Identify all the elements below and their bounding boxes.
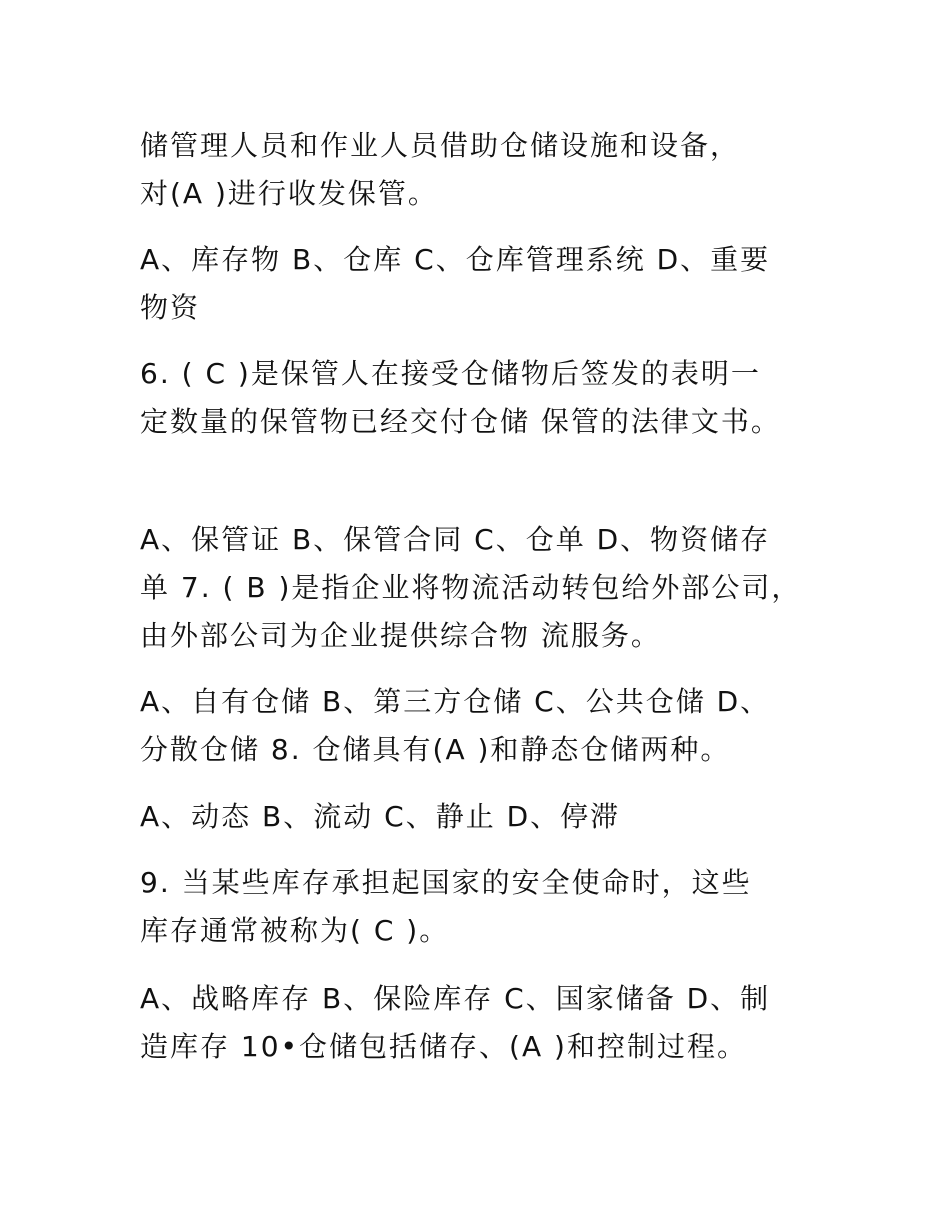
paragraph-question-6 [140,350,840,446]
text-line: 对(A )进行收发保管。 [140,177,438,210]
text-line: 物资 [140,291,201,324]
text-line: A、库存物 B、仓库 C、仓库管理系统 D、重要 [140,243,771,276]
text-line: 分散仓储 8. 仓储具有(A )和静态仓储两种。 [140,733,731,766]
text-line: A、保管证 B、保管合同 C、仓单 D、物资储存 [140,523,771,556]
text-line: 由外部公司为企业提供综合物 流服务。 [140,619,661,652]
paragraph-question-7-options-question-8 [140,678,840,774]
text-line: 单 7. ( B )是指企业将物流活动转包给外部公司， [140,571,802,604]
paragraph-question-8-options [140,793,840,841]
text-line: 库存通常被称为( C )。 [140,914,450,947]
paragraph-question-9-options-question-10 [140,975,840,1071]
paragraph-question-9 [140,859,840,955]
paragraph-question-5-continued [140,122,840,218]
text-line: A、动态 B、流动 C、静止 D、停滞 [140,800,621,833]
text-line: 造库存 10•仓储包括储存、(A )和控制过程。 [140,1030,747,1063]
text-line: A、战略库存 B、保险库存 C、国家储备 D、制 [140,982,771,1015]
text-line: 6. ( C )是保管人在接受仓储物后签发的表明一 [140,357,761,390]
text-line: 储管理人员和作业人员借助仓储设施和设备， [140,129,741,162]
paragraph-question-6-options-question-7 [140,516,840,660]
text-line: 定数量的保管物已经交付仓储 保管的法律文书。 [140,405,781,438]
text-line: 9. 当某些库存承担起国家的安全使命时，这些 [140,866,752,899]
paragraph-question-5-options [140,236,840,332]
text-line: A、自有仓储 B、第三方仓储 C、公共仓储 D、 [140,685,771,718]
